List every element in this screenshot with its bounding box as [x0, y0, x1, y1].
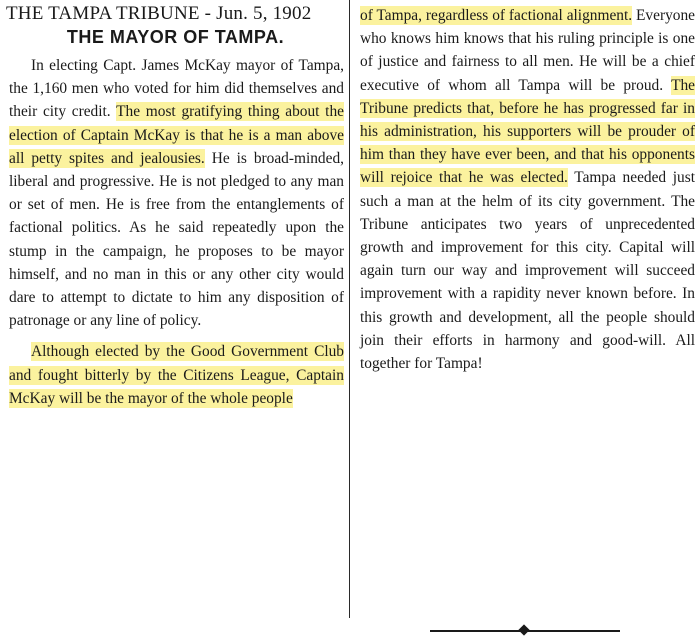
paragraph-2-continued [354, 0, 699, 375]
p2-highlight-b: The Tribune predicts that, before he has progressed far in his administration, his supporters will be prouder of him than they have ever been, and that his opponents will rejoice that he was elected. [360, 76, 695, 187]
p2-text-a: Everyone who knows him knows that his ruling principle is one of justice and fairness to all men. He will be a chief executive of whom all Tampa will be proud. [360, 7, 695, 94]
column-divider [349, 0, 350, 618]
right-column [354, 0, 699, 375]
p2-highlight-continued: of Tampa, regardless of factional alignment. [360, 7, 633, 24]
p1-text-b: He is broad-minded, liberal and progressive. He is not pledged to any man or set of men. He is free from the entanglements of factional politics. As he said repeatedly upon the stump in the campaign, he proposes to be mayor himself, and no man in this or any other city would dare to attempt to dictate to him any disposition of patronage or any line of policy. [9, 149, 344, 330]
p3-text: Tampa needed just such a man at the helm of its city government. The Tribune anticipates two years of unprecedented growth and improvement for this city. Capital will again turn our way and improvement will succeed improvement with a rapidity never known before. In this growth and development, all the people should join their efforts in harmony and good-will. All together for Tampa! [360, 169, 695, 373]
masthead: THE TAMPA TRIBUNE - Jun. 5, 1902 [6, 3, 312, 24]
p2-highlight: Although elected by the Good Government Club and fought bitterly by the Citizens League, Captain McKay will be the mayor of the whole people [9, 343, 344, 407]
headline: THE MAYOR OF TAMPA. [66, 27, 285, 47]
paragraph-1 [3, 54, 348, 332]
paragraph-2 [3, 340, 348, 410]
p1-text-a: In electing Capt. James McKay mayor of Tampa, the 1,160 men who voted for him did themselves and their city credit. [9, 57, 344, 121]
p1-highlight: The most gratifying thing about the election of Captain McKay is that he is a man above all petty spites and jealousies. [9, 103, 344, 167]
end-ornament-icon [518, 624, 529, 635]
left-column [3, 0, 348, 410]
